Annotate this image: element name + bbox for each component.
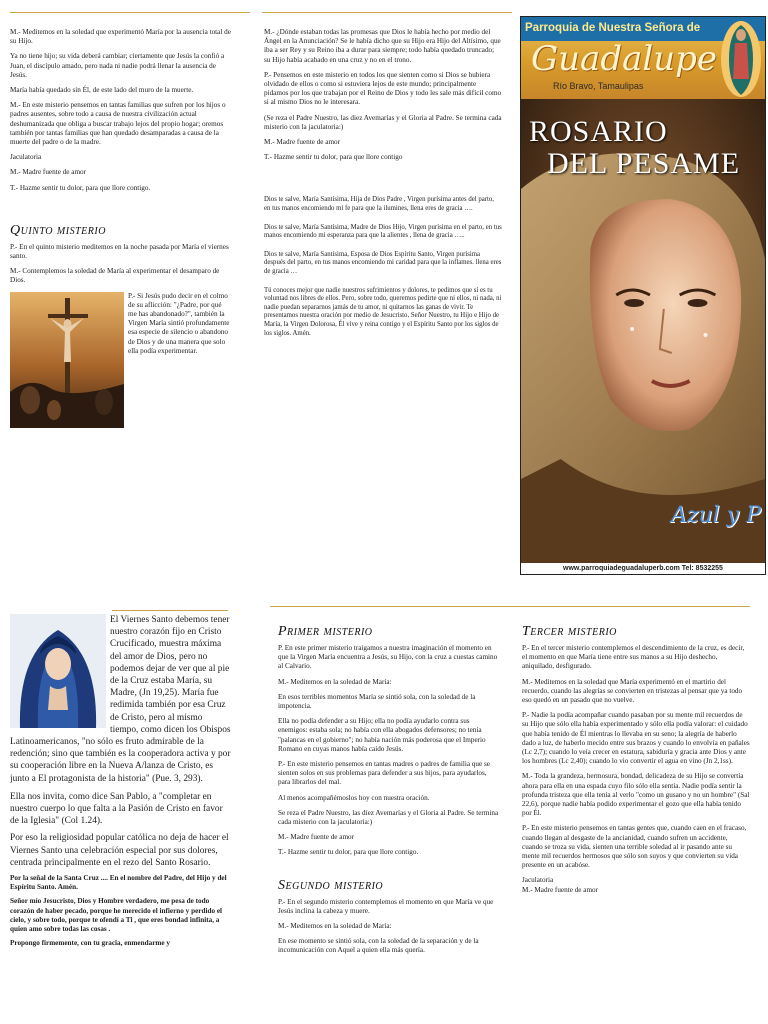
column-6 [522, 618, 750, 1024]
cover-tag: Azul y P [671, 503, 761, 528]
top-rule-left [10, 12, 250, 13]
salutation-prayer: Dios te salve, María Santísima, Madre de Dios Hijo, Virgen purísima en el parto, en tus manos encomiendo mi esperanza para que la alientes , llena de gracia ….. [264, 223, 502, 240]
act-of-contrition: Señor mío Jesucristo, Dios y Hombre verdadero, me pesa de todo corazón de haber pecado, porque he merecido el infierno y perdido el cielo, y sobre todo, porque te ofendí a Ti , que eres bondad infinita, a quien amo sobre todas las cosas . [10, 897, 223, 934]
bottom-rule-left [112, 610, 228, 611]
text-paragraph: P.- En el segundo misterio contemplemos el momento en que María ve que Jesús inclina la cabeza y muere. [278, 897, 494, 915]
text-paragraph: P.- En el quinto misterio meditemos en la noche pasada por María el viernes santo. [10, 242, 229, 261]
text-paragraph: En esos terribles momentos María se sintió sola, con la soledad de la impotencia. [278, 692, 476, 711]
salutation-prayer: Dios te salve, María Santísima, Esposa de Dios Espíritu Santo, Virgen purísima después del parto, en tus manos encomiendo mi caridad para que la inflames. llena eres de gracia … [264, 250, 502, 275]
text-paragraph: T.- Hazme sentir tu dolor, para que llore contigo. [10, 183, 151, 192]
text-paragraph: M.- Meditemos en la soledad que María experimentó en el martirio del recuerdo, cuando las alegrías se convierten en tristezas al pensar que ya todo eso quedó en un pasado que no vuelve. [522, 677, 743, 705]
text-paragraph: P.- En el tercer misterio contemplemos el descendimiento de la cruz, es decir, el momento en que María tiene entre sus manos a su Hijo deshecho, aniquilado, desfigurado. [522, 644, 745, 671]
text-paragraph: M.- En este misterio pensemos en tantas familias que sufren por los hijos o padres ausentes, sobre todo a causa de nuestra civilización actual deshumanizada que obliga a buscar trabajo lejos del propio hogar; oremos también por tantas familias que han quedado desamparadas a causa de la muerte del padre o de la madre. [10, 101, 226, 147]
text-paragraph: P.- Nadie la podía acompañar cuando pasaban por su mente mil recuerdos de su Hijo que sólo ella había experimentado y sólo ella podía valorar: el cuidado que había tenido de Él mientras lo llevaba en su seno; la alegría de haberlo dado a luz, de haberlo mecido entre sus brazos y cuando lo envolvía en pañales (Lc 2,7); cuando lo veía crecer en estatura, sabiduría y gracia ante Dios y ante los hombres (Lc 2,40); cuando lo vio convertir el agua en vino (Jn 2,1ss). [522, 711, 750, 766]
segundo-misterio-heading: Segundo misterio [278, 877, 384, 893]
text-paragraph: M.- Meditemos en la soledad de María: [278, 922, 392, 931]
text-paragraph: M.- Madre fuente de amor [10, 168, 87, 177]
parish-location: Río Bravo, Tamaulipas [553, 81, 644, 91]
text-paragraph: Ya no tiene hijo; su vida deberá cambiar; ciertamente que Jesús la confió a Juan, el discípulo amado, pero nada ni nadie podrá llenar la ausencia de Jesús. [10, 52, 225, 79]
jaculatoria-label: Jaculatoria [10, 153, 42, 162]
virgin-guadalupe-icon [719, 19, 763, 97]
instruction-text: (Se reza el Padre Nuestro, las diez Avemarías y el Gloria al Padre. Se termina cada misterio con la jaculatoria:) [264, 113, 502, 131]
sign-of-cross: Por la señal de la Santa Cruz .... En el nombre del Padre, del Hijo y del Espíritu Santo. Amén. [10, 874, 227, 892]
text-paragraph: Por eso la religiosidad popular católica no deja de hacer el Viernes Santo una celebración especial por sus dolores, centrada principalmente en el rezo del Santo Rosario. [10, 833, 229, 868]
text-paragraph: Al menos acompañémoslos hoy con nuestra oración. [278, 793, 430, 802]
jaculatoria-label: Jaculatoria [522, 876, 554, 885]
act-of-contrition-cont: Propongo firmemente, con tu gracia, enmendarme y [10, 939, 170, 948]
salutation-prayer: Dios te salve, María Santísima, Hija de Dios Padre , Virgen purísima antes del parto, en tus manos encomiendo mi fe para que la ilumines, llena eres de gracia …. [264, 196, 495, 213]
cover-title-line1: ROSARIO [529, 115, 668, 148]
parish-logo-text: Guadalupe [531, 39, 718, 79]
primer-misterio-heading: Primer misterio [278, 624, 373, 639]
text-paragraph: M.- Meditemos en la soledad que experimentó María por la ausencia total de su Hijo. [10, 28, 231, 46]
text-paragraph: P. En este primer misterio traigamos a nuestra imaginación el momento en que la Virgen María encuentra a Jesús, su Hijo, con la cruz a cuestas camino al Calvario. [278, 644, 498, 671]
text-paragraph: M.- ¿Dónde estaban todas las promesas que Dios le había hecho por medio del Ángel en la Anunciación? Se le había dicho que su Hijo era Hijo del Altísimo, que iba a ser Rey y su Reino iba a durar para siempre; todo había quedado truncado; su Hijo había acabado en una cruz y no en el trono. [264, 28, 501, 64]
text-paragraph: M.- Madre fuente de amor [278, 833, 355, 842]
cover-panel [520, 16, 766, 575]
text-paragraph: P.- Si Jesús pudo decir en el colmo de su aflicción: "¿Padre, por qué me has abandonado?", también la Virgen María sintió profundamente esa especie de silencio o abandono de Dios y de una manera que solo ella podía experimentar. [128, 291, 230, 355]
bottom-rule-mid [270, 606, 750, 607]
crucifixion-image [10, 292, 124, 428]
text-paragraph: M.- Contemplemos la soledad de María al experimentar el desamparo de Dios. [10, 267, 220, 285]
text-paragraph: M.- Madre fuente de amor [522, 885, 599, 894]
text-paragraph: M.- Madre fuente de amor [264, 138, 341, 147]
column-4 [10, 614, 232, 1024]
parish-name: Parroquia de Nuestra Señora de [525, 22, 701, 34]
text-paragraph: P.- En este misterio pensemos en tantas madres o padres de familia que se sienten solos en sus problemas para defender a sus hijos, para ayudarlos, para librarlos del mal. [278, 760, 490, 787]
quinto-misterio-heading: Quinto misterio [10, 222, 106, 238]
text-paragraph: T.- Hazme sentir tu dolor, para que llore contigo [264, 153, 403, 162]
cover-title-line2: DEL PESAME [547, 147, 741, 180]
text-paragraph: Ella nos invita, como dice San Pablo, a "completar en nuestro cuerpo lo que falta a la Pasión de Cristo en favor de la Iglesia" (Col 1.24). [10, 791, 223, 827]
text-paragraph: P.- Pensemos en este misterio en todos los que sienten como si Dios se hubiera olvidado de ellos o como si estuviera lejos de este mundo; principalmente pidamos por los que trabajan por el Reino de Dios y todo les sale más difícil como si al mismo Dios no le interesara. [264, 70, 502, 107]
text-paragraph: María había quedado sin Él, de este lado del muro de la muerte. [10, 86, 194, 95]
top-rule-mid [262, 12, 512, 13]
text-paragraph: Ella no podía defender a su Hijo; ella no podía ayudarlo contra sus enemigos: estaba sola; no había con ella abogados defensores; no tenía "palancas en el gobierno"; no había nación más poderosa que el Imperio Romano en cuyas manos había caído Jesús. [278, 717, 486, 753]
text-paragraph: P.- En este misterio pensemos en tantas gentes que, cuando caen en el fracaso, cuando llegan al desgaste de la ancianidad, cuando sufren un accidente, cuando se troza su vida, sienten una terrible soledad al ir pasando ante su mente mil recuerdos hermosos que sólo son suyos y que convierten su vida presente en un acabóse. [522, 824, 747, 870]
text-paragraph: M.- Meditemos en la soledad de María: [278, 677, 392, 686]
closing-prayer: Tú conoces mejor que nadie nuestros sufrimientos y dolores, te pedimos que sí es tu voluntad nos libres de ellos. Pero, sobre todo, queremos pedirte que ni ellos, ni nada, ni nadie puedan separarnos jamás de tu amor, ni quitarnos las ganas de vivir. Te presentamos nuestra oración por medio de Jesucristo, Señor Nuestro, tu Hijo e Hijo de María, la Virgen Dolorosa, Él vive y reina contigo y el Espíritu Santo por los siglos de los siglos. Amén. [264, 286, 502, 337]
column-2 [264, 28, 502, 498]
text-paragraph: M.- Toda la grandeza, hermosura, bondad, delicadeza de su Hijo se convertía ahora para ella en una espada cuyo filo sólo ella sentía. Nadie podía sentir la profunda tristeza que ella tenía al verlo "como un gusano y no un hombre" (Sal 22,6), porque nadie había podido experimentar el gozo que ella había tenido por Él. [522, 772, 750, 818]
text-paragraph: En ese momento se sintió sola, con la soledad de la separación y de la incomunicación con Aquel a quien ella más quería. [278, 937, 479, 955]
intro-paragraph: El Viernes Santo debemos tener nuestro corazón fijo en Cristo Crucificado, muestra máxima del amor de Dios, pero no podemos dejar de ver que al pie de la Cruz estaba María, su Madre, (Jn 19,25). María fue redimida también por esa Cruz de Cristo, pero al mismo tiempo, como dicen los Obispos Latinoamericanos, "no sólo es fruto admirable de la redención; sino que también es la cooperadora activa y por su cooperación libre en la Nueva A/lanza de Cristo, es junto a El protagonista de la historia" (Pue. 3, 293). [10, 615, 231, 784]
instruction-text: Se reza el Padre Nuestro, las diez Avemarías y el Gloria al Padre. Se termina cada misterio con la jaculatoria:) [278, 808, 499, 827]
tercer-misterio-heading: Tercer misterio [522, 624, 617, 639]
text-paragraph: T.- Hazme sentir tu dolor, para que llore contigo. [278, 848, 419, 857]
cover-footer: www.parroquiadeguadaluperb.com Tel: 8532255 [521, 563, 765, 574]
column-1 [10, 28, 232, 498]
virgin-mary-image [10, 614, 106, 728]
column-5 [278, 618, 500, 1024]
